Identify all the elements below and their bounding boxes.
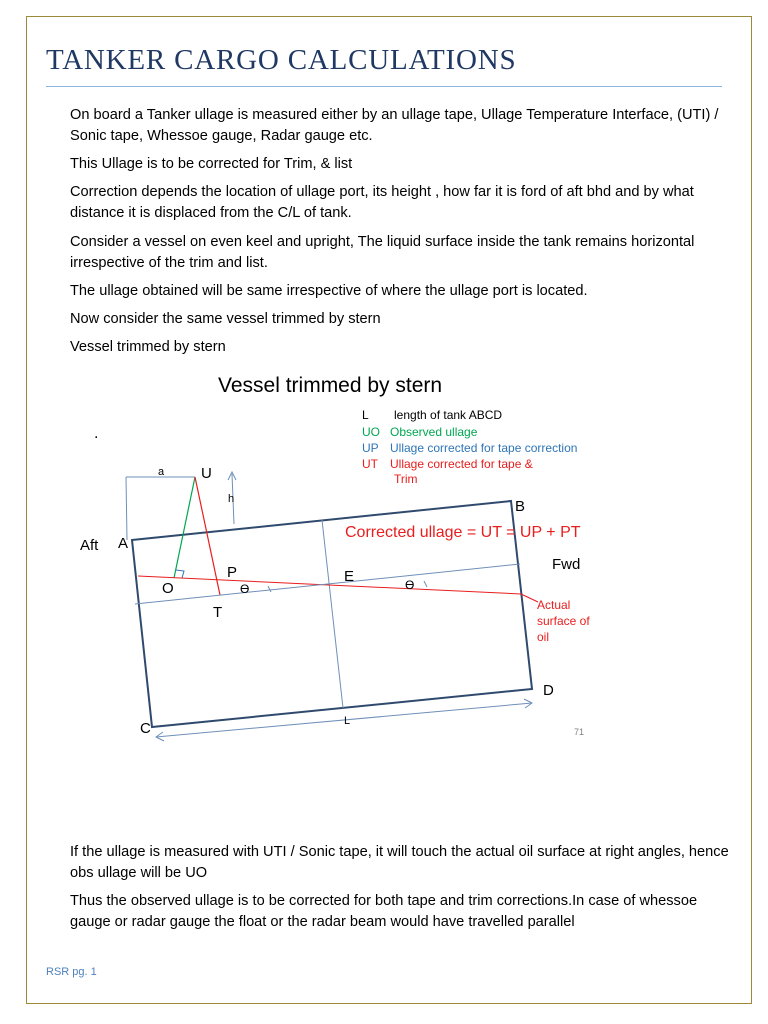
legend-ut-key: UT <box>362 457 378 471</box>
observed-ullage-uo-line <box>174 477 195 578</box>
corrected-ullage-ut-line <box>195 477 220 595</box>
label-p: P <box>227 564 238 581</box>
trim-diagram <box>0 360 768 760</box>
legend-ut-text-1: Ullage corrected for tape & <box>390 457 533 471</box>
legend-l-key: L <box>362 408 369 422</box>
page-footer: RSR pg. 1 <box>46 966 97 978</box>
legend-up-text: Ullage corrected for tape correction <box>390 441 578 455</box>
legend-l-text: length of tank ABCD <box>394 408 503 422</box>
oil-note-line-2: surface of <box>537 614 590 628</box>
label-theta-1: Ɵ <box>240 582 250 596</box>
paragraph-correction-trim-list: This Ullage is to be corrected for Trim, & list <box>70 156 353 172</box>
paragraph-uti-sonic: If the ullage is measured with UTI / Sonic tape, it will touch the actual oil surface at right angles, hence obs ullage will be UO <box>70 844 729 881</box>
paragraph-trimmed-stern: Now consider the same vessel trimmed by stern <box>70 311 381 327</box>
legend-uo-text: Observed ullage <box>390 425 478 439</box>
paragraph-even-keel: Consider a vessel on even keel and upright, The liquid surface inside the tank remains horizontal irrespective of the trim and list. <box>70 234 695 271</box>
diagram-title: Vessel trimmed by stern <box>218 374 443 397</box>
label-theta-2: Ɵ <box>405 578 415 592</box>
title-underline <box>46 86 722 87</box>
legend-uo-key: UO <box>362 425 380 439</box>
label-h: h <box>228 493 235 505</box>
diagram-bullet: . <box>94 425 99 442</box>
paragraph-vessel-trimmed: Vessel trimmed by stern <box>70 339 226 355</box>
label-a-corner: A <box>118 535 129 552</box>
oil-note-line-3: oil <box>537 630 550 644</box>
legend-up-key: UP <box>362 441 379 455</box>
label-c-corner: C <box>140 720 151 737</box>
label-aft: Aft <box>80 537 99 554</box>
legend-ut-text-2: Trim <box>394 472 418 486</box>
paragraph-ullage-methods: On board a Tanker ullage is measured either by an ullage tape, Ullage Temperature Interface, (UTI) / Sonic tape, Whessoe gauge, Radar gauge etc. <box>70 107 719 144</box>
dimension-a-extension <box>126 477 127 540</box>
label-b-corner: B <box>515 498 526 515</box>
label-e: E <box>344 568 355 585</box>
label-d-corner: D <box>543 682 554 699</box>
oil-note-line-1: Actual <box>537 598 571 612</box>
label-a: a <box>158 466 165 478</box>
paragraph-correction-depends: Correction depends the location of ullage port, its height , how far it is ford of aft bhd and by what distance it is displaced from the C/L of tank. <box>70 184 694 221</box>
slide-number: 71 <box>574 727 585 737</box>
page-title: TANKER CARGO CALCULATIONS <box>46 44 517 76</box>
label-fwd: Fwd <box>552 556 581 573</box>
tank-centre-line <box>322 520 343 708</box>
label-l: L <box>344 715 351 727</box>
right-angle-marker <box>176 570 184 578</box>
paragraph-tape-trim-corrections: Thus the observed ullage is to be corrected for both tape and trim corrections.In case of whessoe gauge or radar gauge the float or the radar beam would have travelled parallel <box>70 893 698 930</box>
label-u: U <box>201 465 212 482</box>
label-o: O <box>162 580 174 597</box>
corrected-ullage-formula: Corrected ullage = UT = UP + PT <box>345 524 581 541</box>
paragraph-same-ullage: The ullage obtained will be same irrespective of where the ullage port is located. <box>70 283 588 299</box>
label-t: T <box>213 604 223 621</box>
